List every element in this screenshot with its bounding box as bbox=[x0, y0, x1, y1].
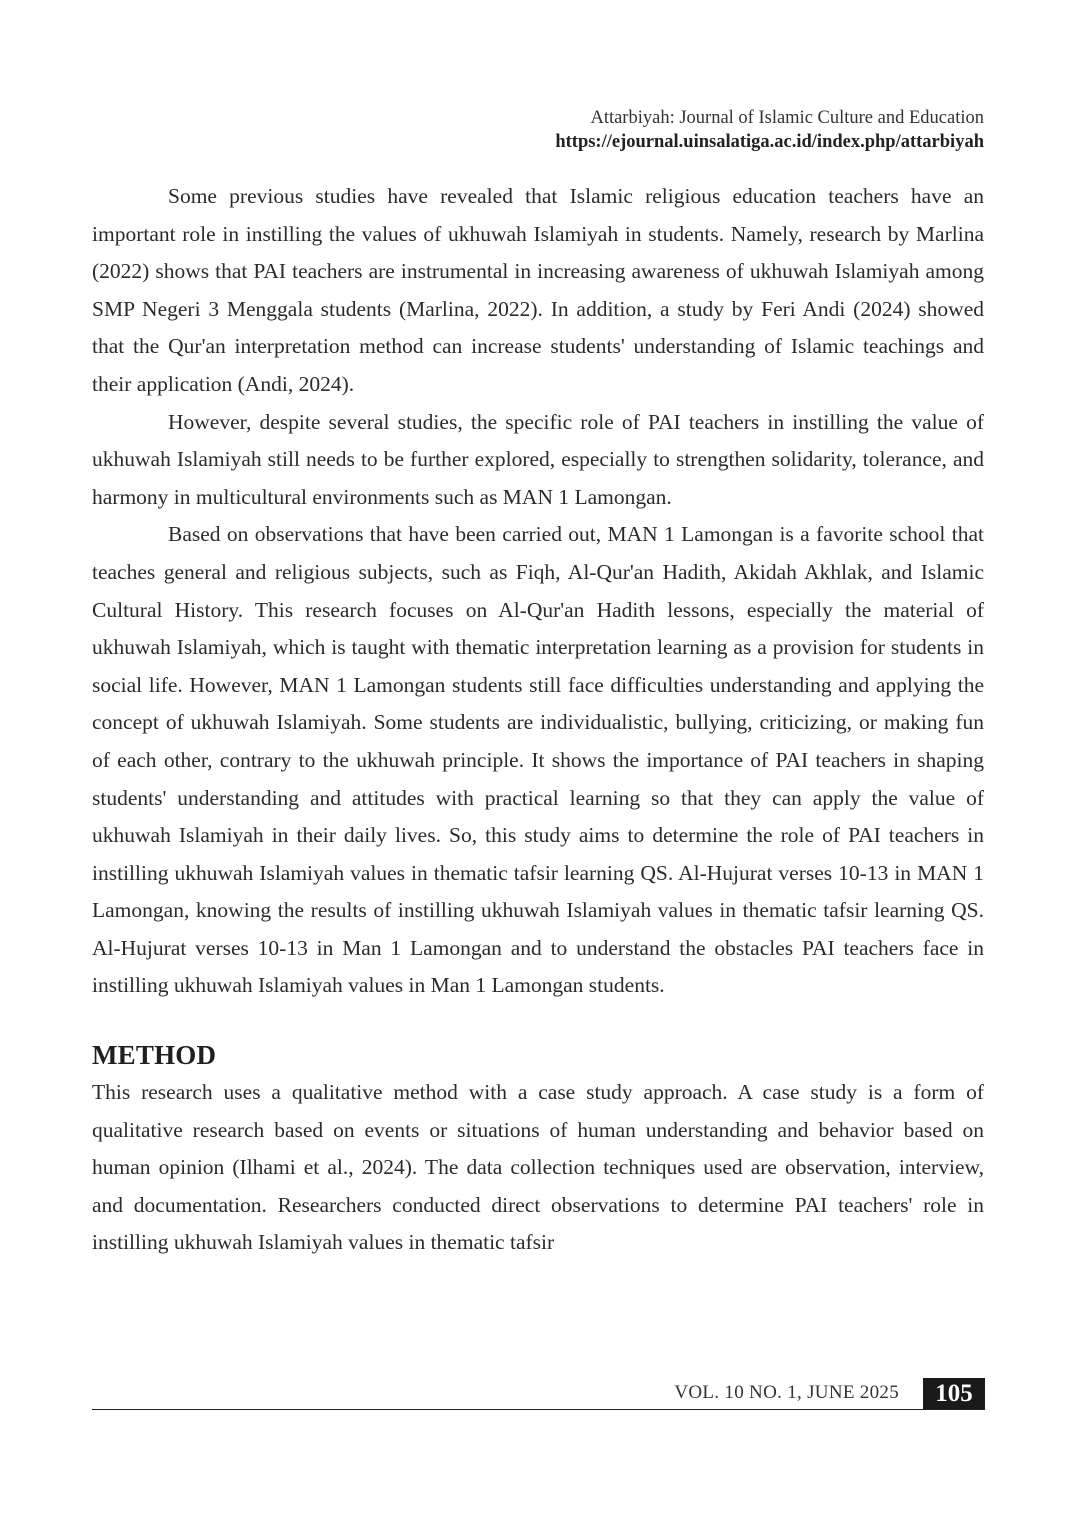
journal-title: Attarbiyah: Journal of Islamic Culture and Education bbox=[590, 108, 984, 128]
page-number: 105 bbox=[923, 1378, 985, 1410]
journal-url[interactable]: https://ejournal.uinsalatiga.ac.id/index.php/attarbiyah bbox=[555, 132, 984, 152]
section-heading-method: METHOD bbox=[92, 1040, 217, 1071]
running-header bbox=[555, 106, 984, 154]
paragraph-previous-studies: Some previous studies have revealed that Islamic religious education teachers have an important role in instilling the values of ukhuwah Islamiyah in students. Namely, research by Marlina (2022) shows that PAI teachers are instrumental in increasing awareness of ukhuwah Islamiyah among SMP Negeri 3 Menggala students (Marlina, 2022). In addition, a study by Feri Andi (2024) showed that the Qur'an interpretation method can increase students' understanding of Islamic teachings and their application (Andi, 2024). bbox=[92, 184, 984, 396]
footer-rule bbox=[92, 1409, 985, 1411]
page-footer bbox=[92, 1378, 985, 1410]
body-text bbox=[92, 178, 984, 1262]
paragraph-method: This research uses a qualitative method with a case study approach. A case study is a form of qualitative research based on events or situations of human understanding and behavior based on human opinion (Ilhami et al., 2024). The data collection techniques used are observation, interview, and documentation. Researchers conducted direct observations to determine PAI teachers' role in instilling ukhuwah Islamiyah values in thematic tafsir bbox=[92, 1080, 984, 1255]
volume-label: VOL. 10 NO. 1, JUNE 2025 bbox=[674, 1382, 899, 1403]
paragraph-observations: Based on observations that have been carried out, MAN 1 Lamongan is a favorite school that teaches general and religious subjects, such as Fiqh, Al-Qur'an Hadith, Akidah Akhlak, and Islamic Cultural History. This research focuses on Al-Qur'an Hadith lessons, especially the material of ukhuwah Islamiyah, which is taught with thematic interpretation learning as a provision for students in social life. However, MAN 1 Lamongan students still face difficulties understanding and applying the concept of ukhuwah Islamiyah. Some students are individualistic, bullying, criticizing, or making fun of each other, contrary to the ukhuwah principle. It shows the importance of PAI teachers in shaping students' understanding and attitudes with practical learning so that they can apply the value of ukhuwah Islamiyah in their daily lives. So, this study aims to determine the role of PAI teachers in instilling ukhuwah Islamiyah values in thematic tafsir learning QS. Al-Hujurat verses 10-13 in MAN 1 Lamongan, knowing the results of instilling ukhuwah Islamiyah values in thematic tafsir learning QS. Al-Hujurat verses 10-13 in Man 1 Lamongan and to understand the obstacles PAI teachers face in instilling ukhuwah Islamiyah values in Man 1 Lamongan students. bbox=[92, 522, 984, 998]
paragraph-research-gap: However, despite several studies, the specific role of PAI teachers in instilling the value of ukhuwah Islamiyah still needs to be further explored, especially to strengthen solidarity, tolerance, and harmony in multicultural environments such as MAN 1 Lamongan. bbox=[92, 409, 984, 509]
